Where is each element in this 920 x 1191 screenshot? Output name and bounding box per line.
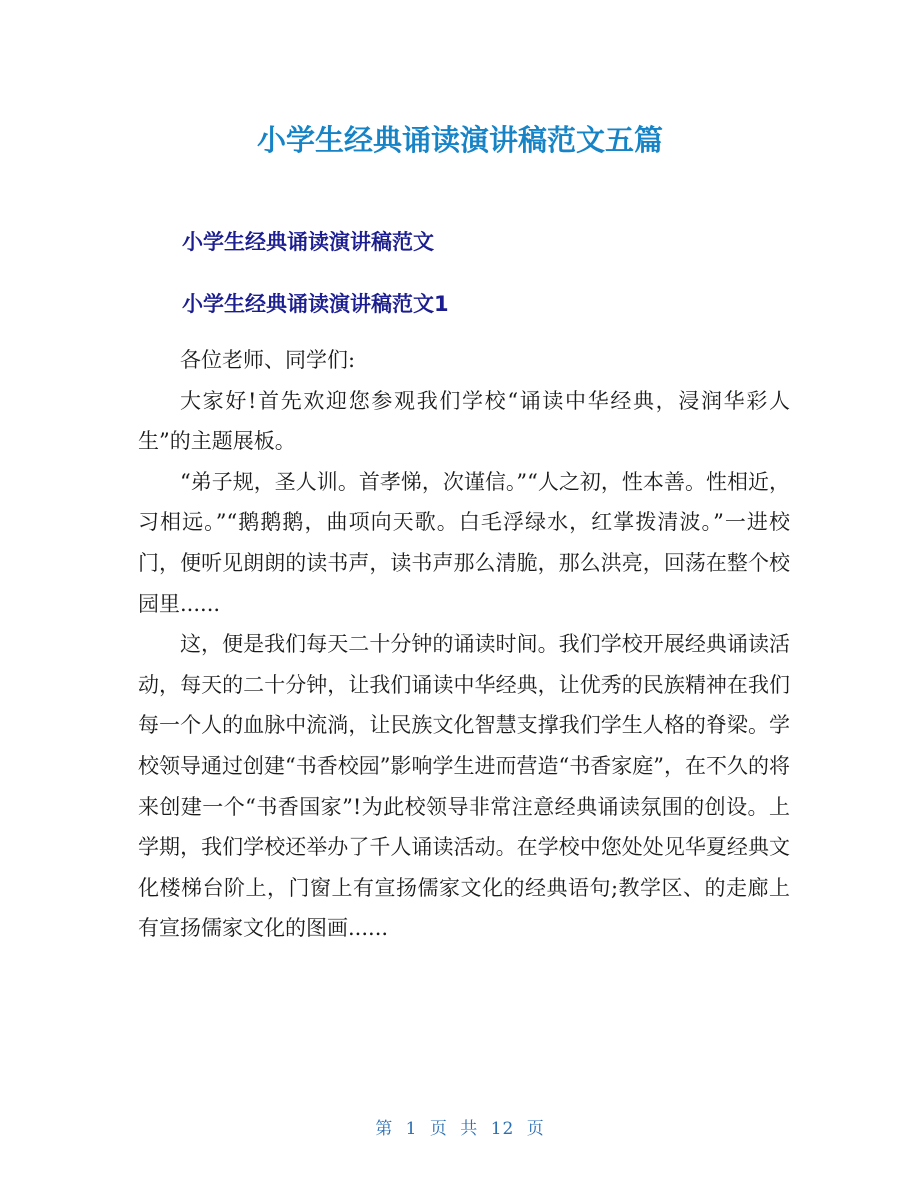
section-heading: 小学生经典诵读演讲稿范文 (182, 230, 434, 254)
article-heading: 小学生经典诵读演讲稿范文1 (182, 292, 449, 316)
page-number-footer: 第 1 页 共 12 页 (375, 1119, 545, 1139)
body-paragraph: 这，便是我们每天二十分钟的诵读时间。我们学校开展经典诵读活动，每天的二十分钟，让我们诵读中华经典，让优秀的民族精神在我们每一个人的血脉中流淌，让民族文化智慧支撑我们学生人格的脊梁。学校领导通过创建“书香校园”影响学生进而营造“书香家庭”，在不久的将来创建一个“书香国家”!为此校领导非常注意经典诵读氛围的创设。上学期，我们学校还举办了千人诵读活动。在学校中您处处见华夏经典文化楼梯台阶上，门窗上有宣扬儒家文化的经典语句;教学区、的走廊上有宣扬儒家文化的图画...... (138, 632, 790, 941)
body-paragraph: “弟子规，圣人训。首孝悌，次谨信。”“人之初，性本善。性相近，习相远。”“鹅鹅鹅，曲项向天歌。白毛浮绿水，红掌拨清波。”一进校门，便听见朗朗的读书声，读书声那么清脆，那么洪亮，回荡在整个校园里...... (138, 469, 790, 616)
greeting-paragraph: 各位老师、同学们: (180, 348, 356, 372)
page-title: 小学生经典诵读演讲稿范文五篇 (256, 123, 663, 157)
article-body (138, 340, 790, 949)
body-paragraph: 大家好!首先欢迎您参观我们学校“诵读中华经典，浸润华彩人生”的主题展板。 (138, 388, 790, 454)
